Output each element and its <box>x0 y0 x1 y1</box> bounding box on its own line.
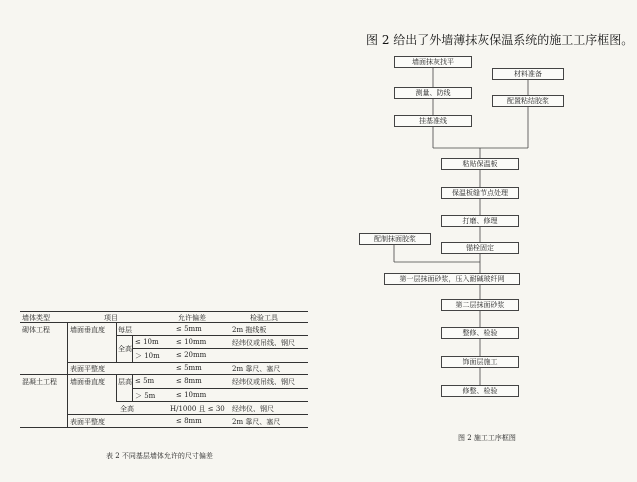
cell-tool-theodolite-3: 经纬仪、钢尺 <box>232 405 274 413</box>
flow-step-paste-board: 粘贴保温板 <box>441 158 519 170</box>
flow-step-anchor-fix: 锚栓固定 <box>441 242 519 254</box>
flow-step-wall-plastering: 墙面抹灰找平 <box>394 56 472 68</box>
cell-tol-5mm-2: ≤ 5mm <box>176 364 202 372</box>
cell-full-height-2: 全高 <box>120 405 134 413</box>
cell-le10m: ≤ 10m <box>135 338 159 346</box>
flow-step-adhesive-mortar: 配置粘结胶浆 <box>492 95 564 107</box>
cell-tol-10mm-2: ≤ 10mm <box>176 391 207 399</box>
cell-brick: 砌体工程 <box>22 326 50 334</box>
flow-step-board-joint: 保温板缝节点处理 <box>441 187 519 199</box>
flow-step-inspect-1: 整修、检验 <box>441 327 519 339</box>
table-caption: 表 2 不同基层墙体允许的尺寸偏差 <box>106 452 213 460</box>
cell-tool-rule-2: 2m 靠尺、塞尺 <box>232 418 281 426</box>
cell-tol-8mm-2: ≤ 8mm <box>176 417 202 425</box>
table-header-tool: 检验工具 <box>250 314 278 322</box>
flow-step-inspect-2: 修整、检验 <box>441 385 519 397</box>
cell-wall-vertical-1: 墙面垂直度 <box>70 326 105 334</box>
cell-per-floor: 每层 <box>118 326 132 334</box>
cell-tool-rule-1: 2m 靠尺、塞尺 <box>232 365 281 373</box>
cell-floor-height: 层高 <box>118 378 132 386</box>
flow-step-reference-line: 挂基准线 <box>394 115 472 127</box>
cell-tol-8mm-1: ≤ 8mm <box>176 377 202 385</box>
flow-step-finish-layer: 饰面层施工 <box>441 356 519 368</box>
table-header-item: 项目 <box>104 314 118 322</box>
cell-tool-theodolite-1: 经纬仪或吊线、钢尺 <box>232 339 295 347</box>
table-header-wall-type: 墙体类型 <box>22 314 50 322</box>
cell-tol-20mm: ≤ 20mm <box>176 351 207 359</box>
cell-tol-h1000: H/1000 且 ≤ 30 <box>170 405 225 413</box>
flow-caption: 图 2 施工工序框图 <box>458 434 516 442</box>
cell-le5m: ≤ 5m <box>135 377 155 385</box>
page-heading: 图 2 给出了外墙薄抹灰保温系统的施工工序框图。 <box>366 33 634 47</box>
flow-step-first-coat-mesh: 第一层抹面砂浆，压入耐碱玻纤网 <box>384 273 520 285</box>
flow-step-grinding: 打磨、修理 <box>441 215 519 227</box>
flow-step-survey: 测量、防线 <box>394 87 472 99</box>
cell-tool-theodolite-2: 经纬仪或吊线、钢尺 <box>232 378 295 386</box>
cell-tol-10mm-1: ≤ 10mm <box>176 338 207 346</box>
cell-concrete: 混凝土工程 <box>22 378 57 386</box>
cell-tool-plumb: 2m 拖线板 <box>232 326 267 334</box>
cell-surface-flat-1: 表面平整度 <box>70 365 105 373</box>
cell-tol-5mm-1: ≤ 5mm <box>176 325 202 333</box>
table-header-tolerance: 允许偏差 <box>178 314 206 322</box>
flow-step-render-mortar: 配制抹面胶浆 <box>359 233 431 245</box>
cell-surface-flat-2: 表面平整度 <box>70 418 105 426</box>
flow-step-second-coat: 第二层抹面砂浆 <box>441 299 519 311</box>
flow-step-material-prep: 材料准备 <box>492 68 564 80</box>
cell-gt5m: ＞ 5m <box>135 392 156 400</box>
cell-full-height-1: 全高 <box>118 345 132 353</box>
cell-gt10m: ＞ 10m <box>135 352 160 360</box>
cell-wall-vertical-2: 墙面垂直度 <box>70 378 105 386</box>
